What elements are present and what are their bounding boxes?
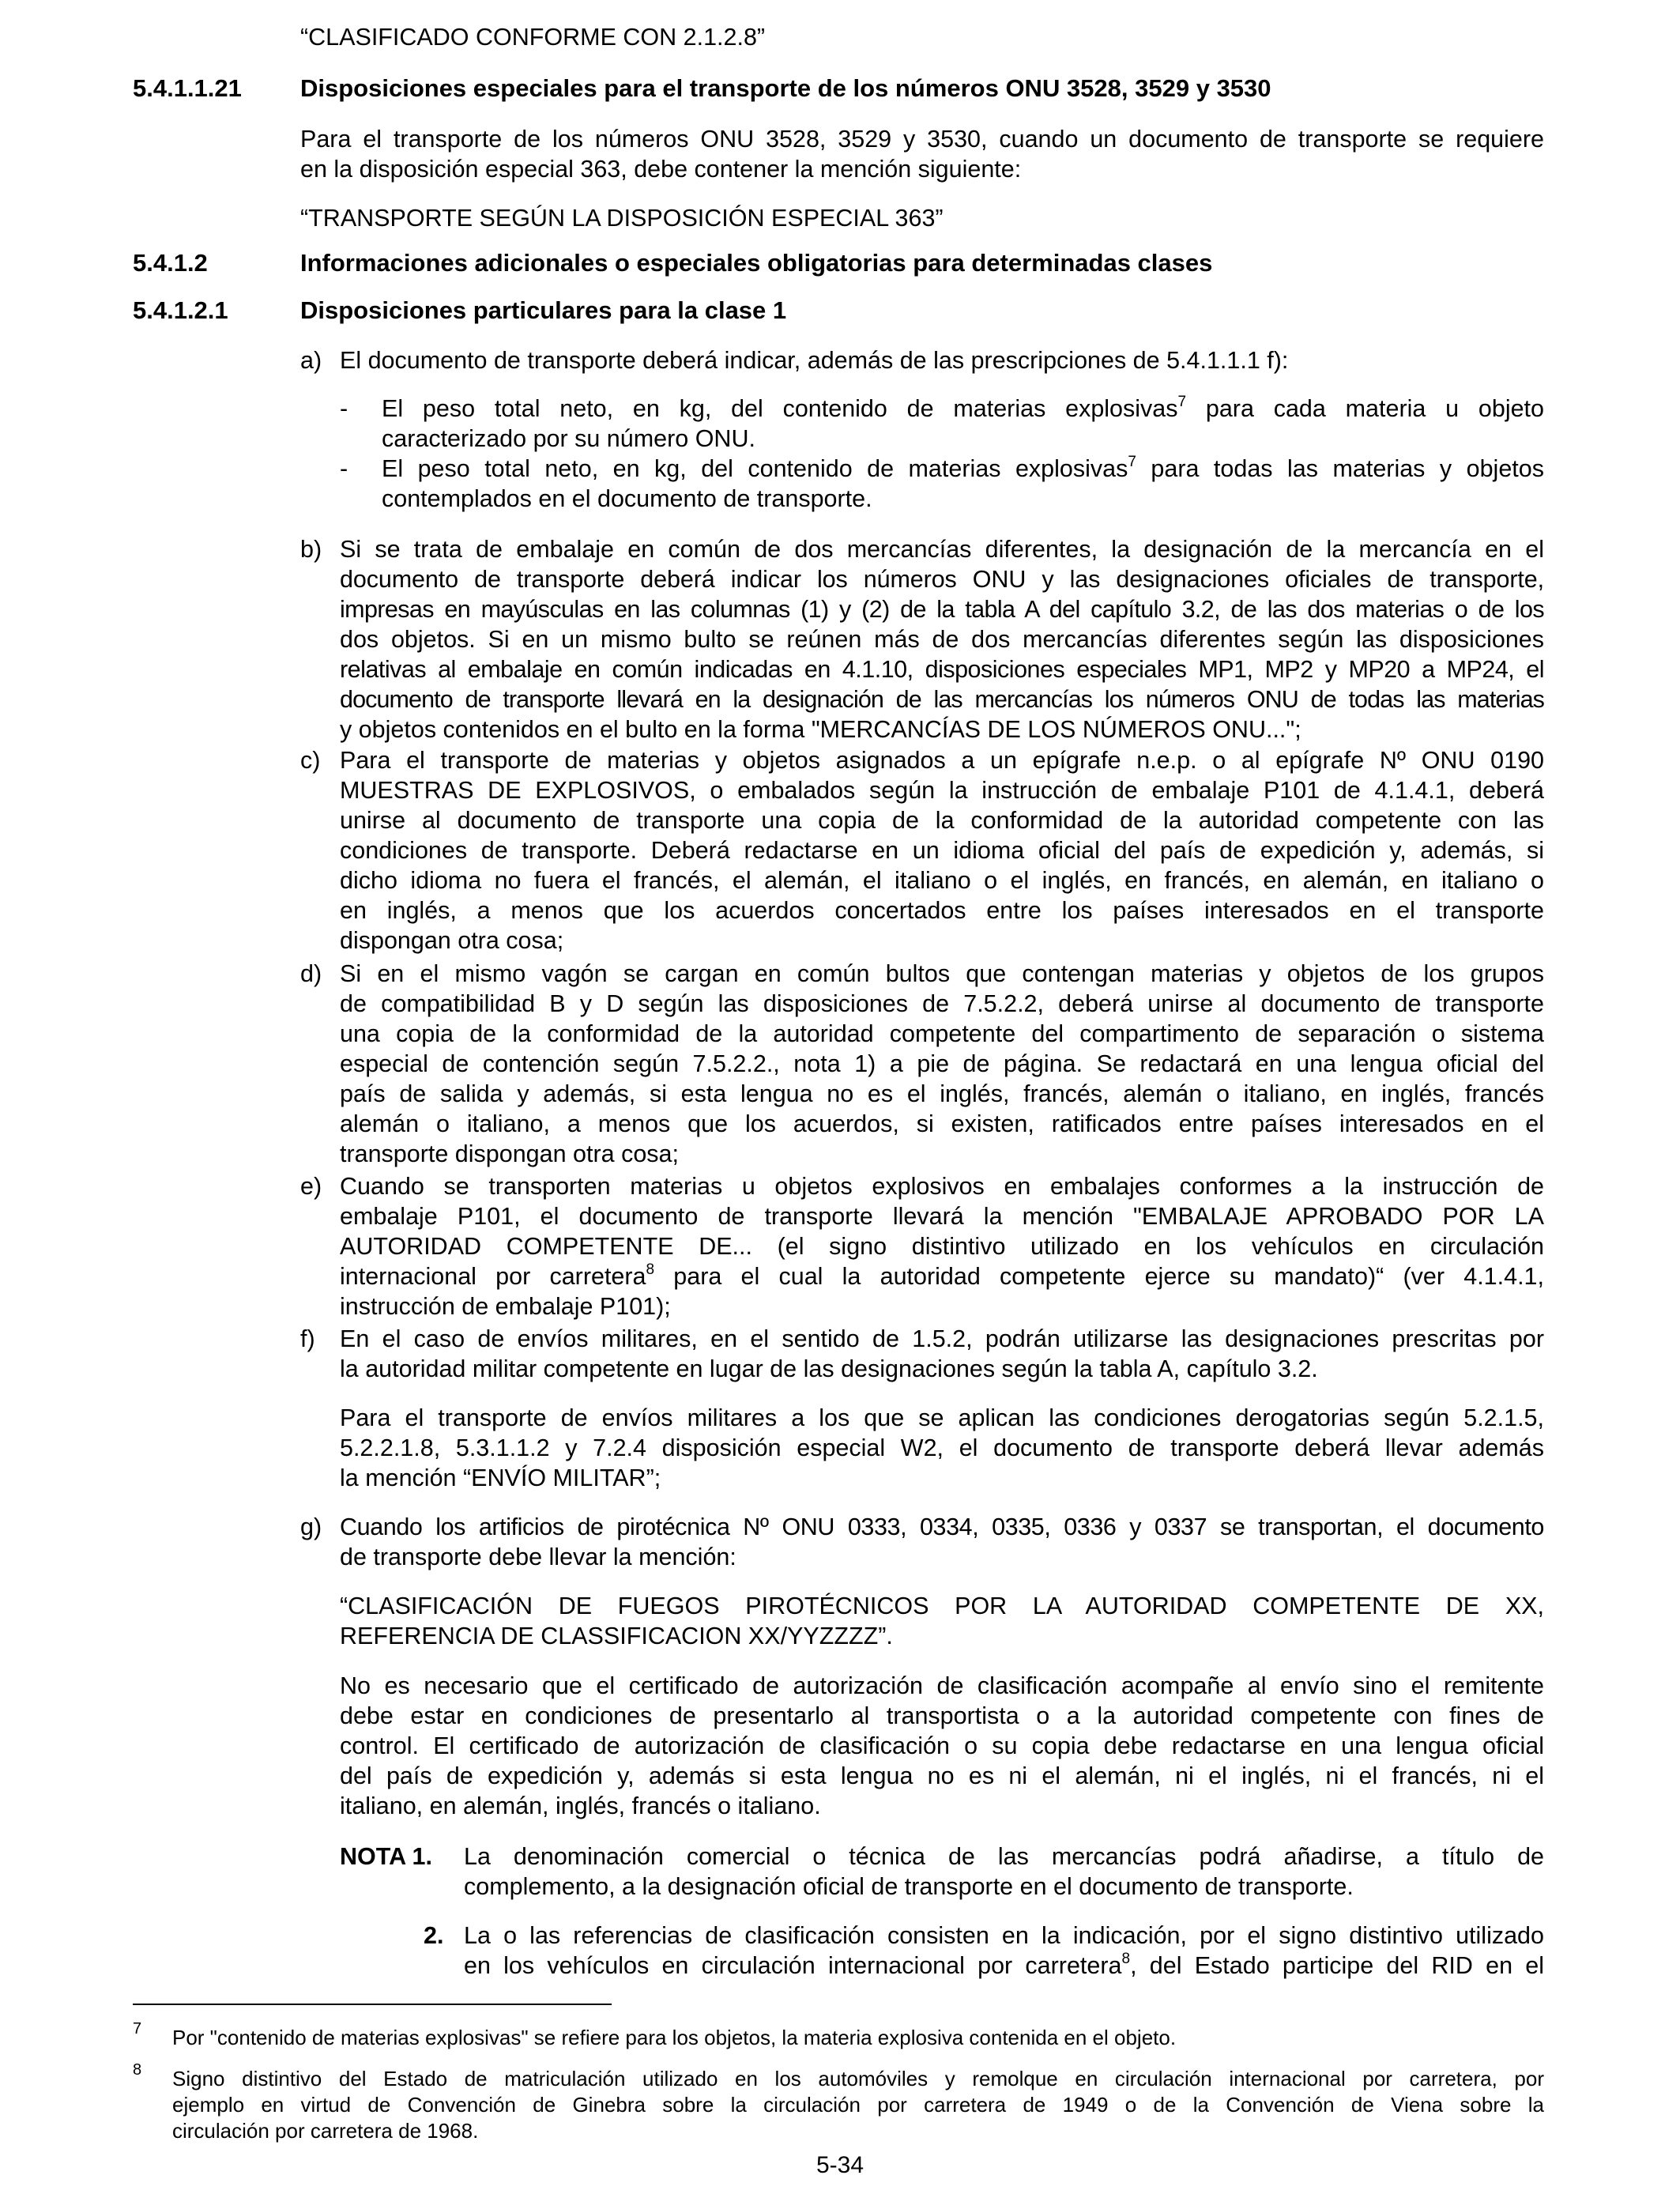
paragraph-line: caracterizado por su número ONU.: [382, 425, 755, 452]
paragraph-line: Cuando los artificios de pirotécnica Nº ONU 0333, 0334, 0335, 0336 y 0337 se transportan, el documento: [340, 1514, 1544, 1540]
paragraph-line: dispongan otra cosa;: [340, 927, 564, 954]
section-number: 5.4.1.2: [133, 249, 208, 277]
paragraph-line: de transporte debe llevar la mención:: [340, 1544, 736, 1570]
section-number: 5.4.1.2.1: [133, 296, 228, 324]
paragraph-line: la autoridad militar competente en lugar de las designaciones según la tabla A, capítulo 3.2.: [340, 1355, 1318, 1382]
footnote-mark: 7: [133, 2020, 142, 2038]
paragraph-line: debe estar en condiciones de presentarlo al transportista o a la autoridad competente con fines de: [340, 1702, 1544, 1729]
footnote-line: circulación por carretera de 1968.: [172, 2119, 479, 2143]
nota-line: La denominación comercial o técnica de las mercancías podrá añadirse, a título de: [464, 1843, 1544, 1870]
item-marker: d): [300, 960, 322, 987]
paragraph-line: dos objetos. Si en un mismo bulto se reúnen más de dos mercancías diferentes según las disposiciones: [340, 626, 1544, 653]
paragraph-line: AUTORIDAD COMPETENTE DE... (el signo distintivo utilizado en los vehículos en circulación: [340, 1233, 1544, 1260]
paragraph-line: unirse al documento de transporte una copia de la conformidad de la autoridad competente con las: [340, 807, 1544, 834]
paragraph-line: documento de transporte deberá indicar los números ONU y las designaciones oficiales de transporte,: [340, 566, 1544, 593]
item-marker: f): [300, 1325, 315, 1352]
paragraph-line: Para el transporte de envíos militares a los que se aplican las condiciones derogatorias según 5.2.1.5,: [340, 1404, 1544, 1431]
nota-line: La o las referencias de clasificación consisten en la indicación, por el signo distintivo utilizado: [464, 1922, 1544, 1949]
dash-marker: -: [340, 395, 348, 422]
paragraph-line: Para el transporte de materias y objetos asignados a un epígrafe n.e.p. o al epígrafe Nº ONU 0190: [340, 747, 1544, 774]
item-marker: a): [300, 347, 322, 374]
paragraph-line: de compatibilidad B y D según las disposiciones de 7.5.2.2, deberá unirse al documento de transporte: [340, 990, 1544, 1017]
paragraph-line: en inglés, a menos que los acuerdos concertados entre los países interesados en el transporte: [340, 897, 1544, 924]
paragraph-line: país de salida y además, si esta lengua no es el inglés, francés, alemán o italiano, en inglés, francés: [340, 1080, 1544, 1107]
quote-line: REFERENCIA DE CLASSIFICACION XX/YYZZZZ”.: [340, 1623, 893, 1649]
footnote-mark: 8: [133, 2061, 142, 2079]
paragraph-line: documento de transporte llevará en la designación de las mercancías los números ONU de todas las materias: [340, 686, 1544, 713]
quote-line: “TRANSPORTE SEGÚN LA DISPOSICIÓN ESPECIAL 363”: [300, 205, 944, 232]
paragraph-line: en la disposición especial 363, debe contener la mención siguiente:: [300, 156, 1022, 183]
section-title: Disposiciones particulares para la clase 1: [300, 296, 787, 324]
paragraph-line: condiciones de transporte. Deberá redactarse en un idioma oficial del país de expedición y, además, si: [340, 837, 1544, 864]
paragraph-line: del país de expedición y, además si esta lengua no es ni el alemán, ni el inglés, ni el francés, ni el: [340, 1762, 1544, 1789]
nota-label: NOTA 1.: [340, 1843, 432, 1870]
paragraph-line: alemán o italiano, a menos que los acuerdos, si existen, ratificados entre países interesados en el: [340, 1110, 1544, 1137]
paragraph-line: Si en el mismo vagón se cargan en común bultos que contengan materias y objetos de los grupos: [340, 960, 1544, 987]
paragraph-line: la mención “ENVÍO MILITAR”;: [340, 1465, 661, 1491]
paragraph-line: contemplados en el documento de transporte.: [382, 485, 872, 512]
paragraph-line: dicho idioma no fuera el francés, el alemán, el italiano o el inglés, en francés, en alemán, en italiano o: [340, 867, 1544, 894]
paragraph-line: El peso total neto, en kg, del contenido de materias explosivas$^7$ para cada materia u objeto: [382, 393, 1544, 422]
paragraph-line: especial de contención según 7.5.2.2., nota 1) a pie de página. Se redactará en una lengua oficial del: [340, 1050, 1544, 1077]
item-marker: c): [300, 747, 321, 774]
paragraph-line: relativas al embalaje en común indicadas en 4.1.10, disposiciones especiales MP1, MP2 y MP20 a MP24, el: [340, 656, 1544, 683]
paragraph-line: No es necesario que el certificado de autorización de clasificación acompañe al envío sino el remitente: [340, 1672, 1544, 1699]
paragraph-line: Cuando se transporten materias u objetos explosivos en embalajes conformes a la instrucción de: [340, 1173, 1544, 1200]
quote-line: “CLASIFICACIÓN DE FUEGOS PIROTÉCNICOS POR LA AUTORIDAD COMPETENTE DE XX,: [340, 1593, 1544, 1619]
paragraph-line: italiano, en alemán, inglés, francés o italiano.: [340, 1793, 821, 1819]
page-number: 5-34: [816, 2152, 864, 2178]
paragraph-line: Para el transporte de los números ONU 3528, 3529 y 3530, cuando un documento de transporte se requiere: [300, 126, 1544, 153]
nota-line: complemento, a la designación oficial de transporte en el documento de transporte.: [464, 1873, 1354, 1900]
paragraph-line: y objetos contenidos en el bulto en la forma "MERCANCÍAS DE LOS NÚMEROS ONU...";: [340, 716, 1301, 743]
paragraph-line: embalaje P101, el documento de transporte llevará la mención "EMBALAJE APROBADO POR LA: [340, 1203, 1544, 1230]
item-marker: b): [300, 536, 322, 563]
paragraph-line: El documento de transporte deberá indicar, además de las prescripciones de 5.4.1.1.1 f):: [340, 347, 1289, 374]
paragraph-line: MUESTRAS DE EXPLOSIVOS, o embalados según la instrucción de embalaje P101 de 4.1.4.1, deberá: [340, 777, 1544, 804]
paragraph-line: impresas en mayúsculas en las columnas (1) y (2) de la tabla A del capítulo 3.2, de las dos materias o de los: [340, 596, 1544, 623]
footnote-line: ejemplo en virtud de Convención de Ginebra sobre la circulación por carretera de 1949 o de la Convención de Viena sobre la: [172, 2093, 1544, 2117]
paragraph-line: El peso total neto, en kg, del contenido de materias explosivas$^7$ para todas las materias y objetos: [382, 453, 1544, 482]
nota-label: 2.: [424, 1922, 444, 1949]
nota-line: en los vehículos en circulación internacional por carretera$^8$, del Estado participe del RID en el: [464, 1950, 1544, 1979]
section-title: Informaciones adicionales o especiales obligatorias para determinadas clases: [300, 249, 1213, 277]
paragraph-line: una copia de la conformidad de la autoridad competente del compartimento de separación o sistema: [340, 1020, 1544, 1047]
quote-clasificado: “CLASIFICADO CONFORME CON 2.1.2.8”: [300, 24, 766, 51]
footnote-line: Por "contenido de materias explosivas" se refiere para los objetos, la materia explosiva contenida en el objeto.: [172, 2026, 1177, 2049]
section-title: Disposiciones especiales para el transporte de los números ONU 3528, 3529 y 3530: [300, 74, 1271, 102]
paragraph-line: internacional por carretera$^8$ para el cual la autoridad competente ejerce su mandato)“ (ver 4.1.4.1,: [340, 1261, 1544, 1290]
footnote-separator: [133, 2004, 612, 2005]
paragraph-line: control. El certificado de autorización de clasificación o su copia debe redactarse en una lengua oficial: [340, 1732, 1544, 1759]
paragraph-line: transporte dispongan otra cosa;: [340, 1140, 679, 1167]
item-marker: g): [300, 1514, 322, 1540]
footnote-line: Signo distintivo del Estado de matriculación utilizado en los automóviles y remolque en circulación internacional por carretera, por: [172, 2067, 1544, 2090]
item-marker: e): [300, 1173, 322, 1200]
dash-marker: -: [340, 455, 348, 482]
paragraph-line: En el caso de envíos militares, en el sentido de 1.5.2, podrán utilizarse las designaciones prescritas por: [340, 1325, 1544, 1352]
paragraph-line: instrucción de embalaje P101);: [340, 1293, 671, 1320]
section-number: 5.4.1.1.21: [133, 74, 242, 102]
paragraph-line: 5.2.2.1.8, 5.3.1.1.2 y 7.2.4 disposición especial W2, el documento de transporte deberá llevar además: [340, 1434, 1544, 1461]
paragraph-line: Si se trata de embalaje en común de dos mercancías diferentes, la designación de la mercancía en el: [340, 536, 1544, 563]
